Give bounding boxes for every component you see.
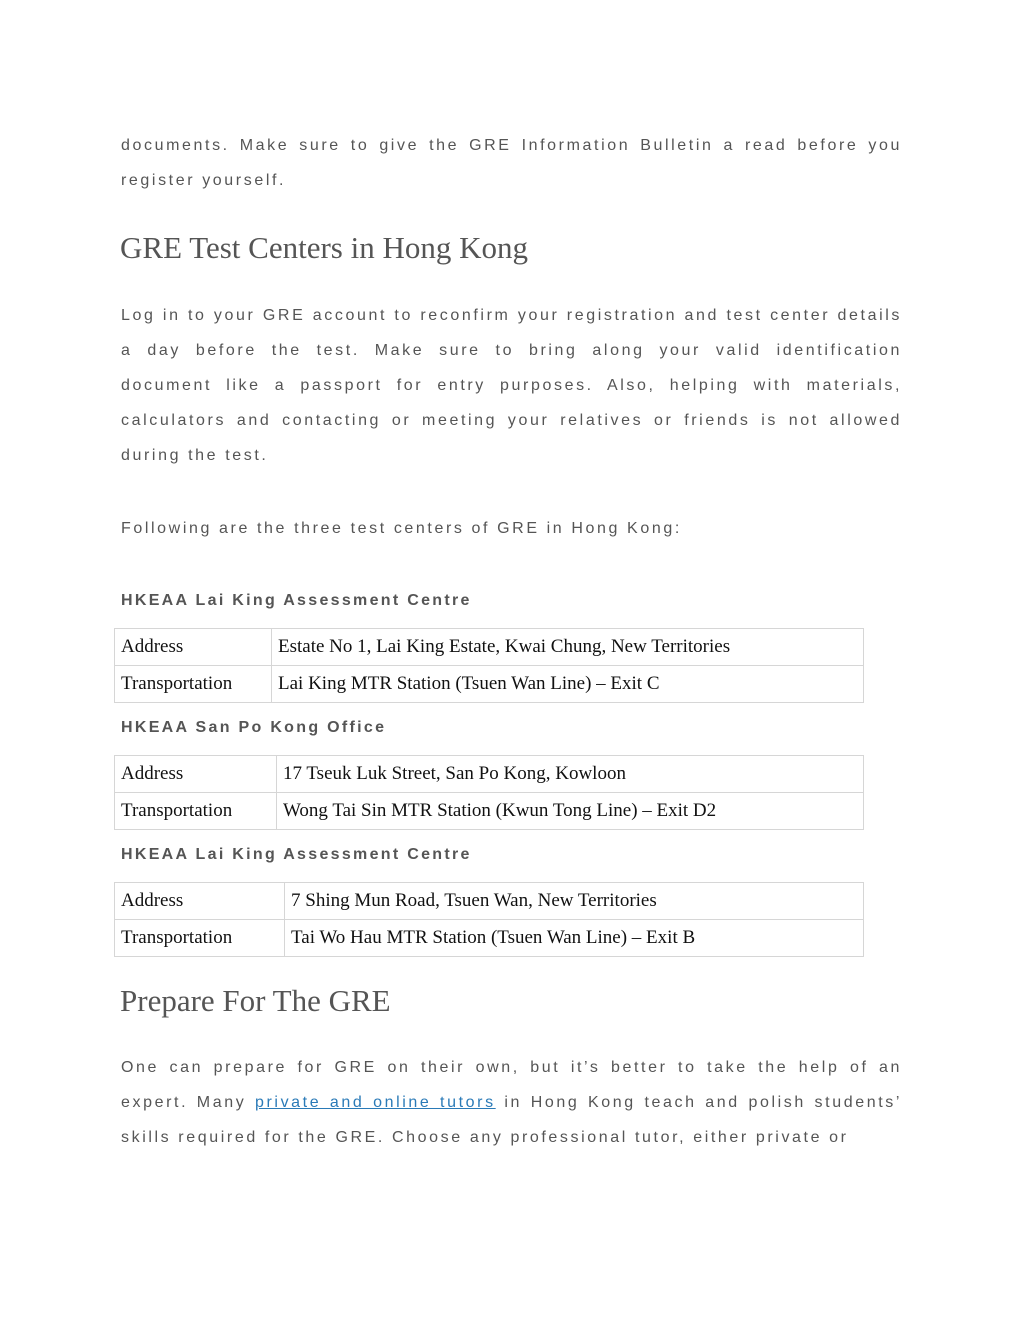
center-1-table <box>114 628 864 703</box>
table-row <box>115 920 864 957</box>
center-1-name: HKEAA Lai King Assessment Centre <box>121 592 472 609</box>
table-row <box>115 883 864 920</box>
prepare-text-after-link: in Hong Kong teach and polish students’ skills required for the GRE. Choose any professional tutor, either private or <box>121 1094 902 1146</box>
transportation-label: Transportation <box>115 666 272 703</box>
test-centers-heading: GRE Test Centers in Hong Kong <box>120 230 528 265</box>
transportation-value: Lai King MTR Station (Tsuen Wan Line) – Exit C <box>272 666 864 703</box>
table-row <box>115 756 864 793</box>
center-2-name: HKEAA San Po Kong Office <box>121 719 387 736</box>
center-3-table <box>114 882 864 957</box>
address-value: Estate No 1, Lai King Estate, Kwai Chung, New Territories <box>272 629 864 666</box>
address-label: Address <box>115 629 272 666</box>
transportation-label: Transportation <box>115 920 285 957</box>
transportation-value: Wong Tai Sin MTR Station (Kwun Tong Line) – Exit D2 <box>277 793 864 830</box>
table-row <box>115 793 864 830</box>
test-centers-lead: Following are the three test centers of GRE in Hong Kong: <box>121 520 682 537</box>
address-value: 7 Shing Mun Road, Tsuen Wan, New Territories <box>285 883 864 920</box>
address-label: Address <box>115 756 277 793</box>
prepare-text-before-link: One can prepare for GRE on their own, but it’s better to take the help of an expert. Many <box>121 1059 902 1111</box>
prepare-paragraph <box>121 1050 902 1155</box>
table-row <box>115 666 864 703</box>
intro-paragraph-tail: documents. Make sure to give the GRE Information Bulletin a read before you register yourself. <box>121 137 902 189</box>
center-3-name: HKEAA Lai King Assessment Centre <box>121 846 472 863</box>
private-online-tutors-link[interactable]: private and online tutors <box>255 1094 496 1111</box>
table-row <box>115 629 864 666</box>
transportation-label: Transportation <box>115 793 277 830</box>
transportation-value: Tai Wo Hau MTR Station (Tsuen Wan Line) – Exit B <box>285 920 864 957</box>
address-label: Address <box>115 883 285 920</box>
test-centers-paragraph: Log in to your GRE account to reconfirm your registration and test center details a day before the test. Make sure to bring along your valid identification document like a passport for entry purposes. Also, helping with materials, calculators and contacting or meeting your relatives or friends is not allowed during the test. <box>121 307 902 464</box>
center-2-table <box>114 755 864 830</box>
address-value: 17 Tseuk Luk Street, San Po Kong, Kowloon <box>277 756 864 793</box>
prepare-heading: Prepare For The GRE <box>120 983 391 1018</box>
